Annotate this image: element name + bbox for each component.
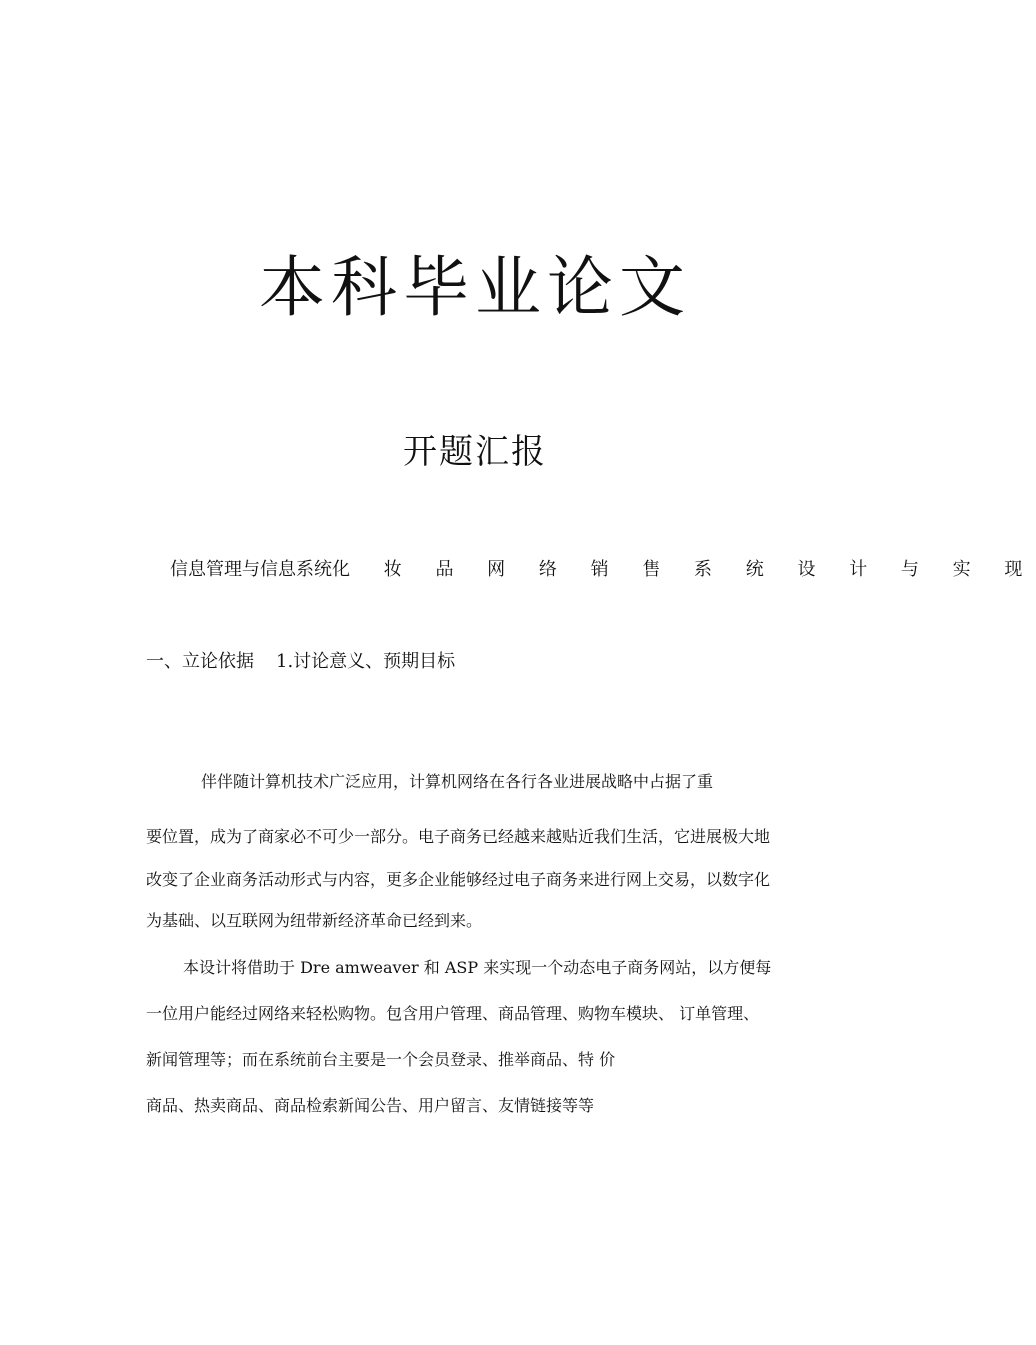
- major-name: 信息管理与信息系统: [170, 559, 332, 580]
- project-title: 化 妆 品 网 络 销 售 系 统 设 计 与 实 现: [332, 559, 1036, 580]
- project-title-line: [170, 556, 1036, 584]
- paragraph-1-line-3: 改变了企业商务活动形式与内容，更多企业能够经过电子商务来进行网上交易，以数字化: [146, 870, 771, 889]
- main-title: 本科毕业论文: [259, 249, 691, 326]
- paragraph-1-line-4: 为基础、以互联网为纽带新经济革命已经到来。: [146, 911, 483, 930]
- sub-title: 开题汇报: [403, 432, 547, 472]
- section-heading: [146, 648, 455, 676]
- paragraph-2-line-3: 新闻管理等；而在系统前台主要是一个会员登录、推举商品、特 价: [146, 1050, 616, 1069]
- section-heading-significance: 1.讨论意义、预期目标: [276, 651, 456, 672]
- section-heading-basis: 一、立论依据: [146, 651, 254, 672]
- paragraph-1-line-2: 要位置，成为了商家必不可少一部分。电子商务已经越来越贴近我们生活，它进展极大地: [146, 827, 771, 846]
- paragraph-2-line-4: 商品、热卖商品、商品检索新闻公告、用户留言、友情链接等等: [146, 1096, 595, 1115]
- paragraph-2-line-1: 本设计将借助于 Dre amweaver 和 ASP 来实现一个动态电子商务网站，以方便每: [183, 958, 772, 977]
- paragraph-1-line-1: 伴伴随计算机技术广泛应用，计算机网络在各行各业进展战略中占据了重: [201, 772, 714, 791]
- paragraph-2-line-2: 一位用户能经过网络来轻松购物。包含用户管理、商品管理、购物车模块、 订单管理、: [146, 1004, 760, 1023]
